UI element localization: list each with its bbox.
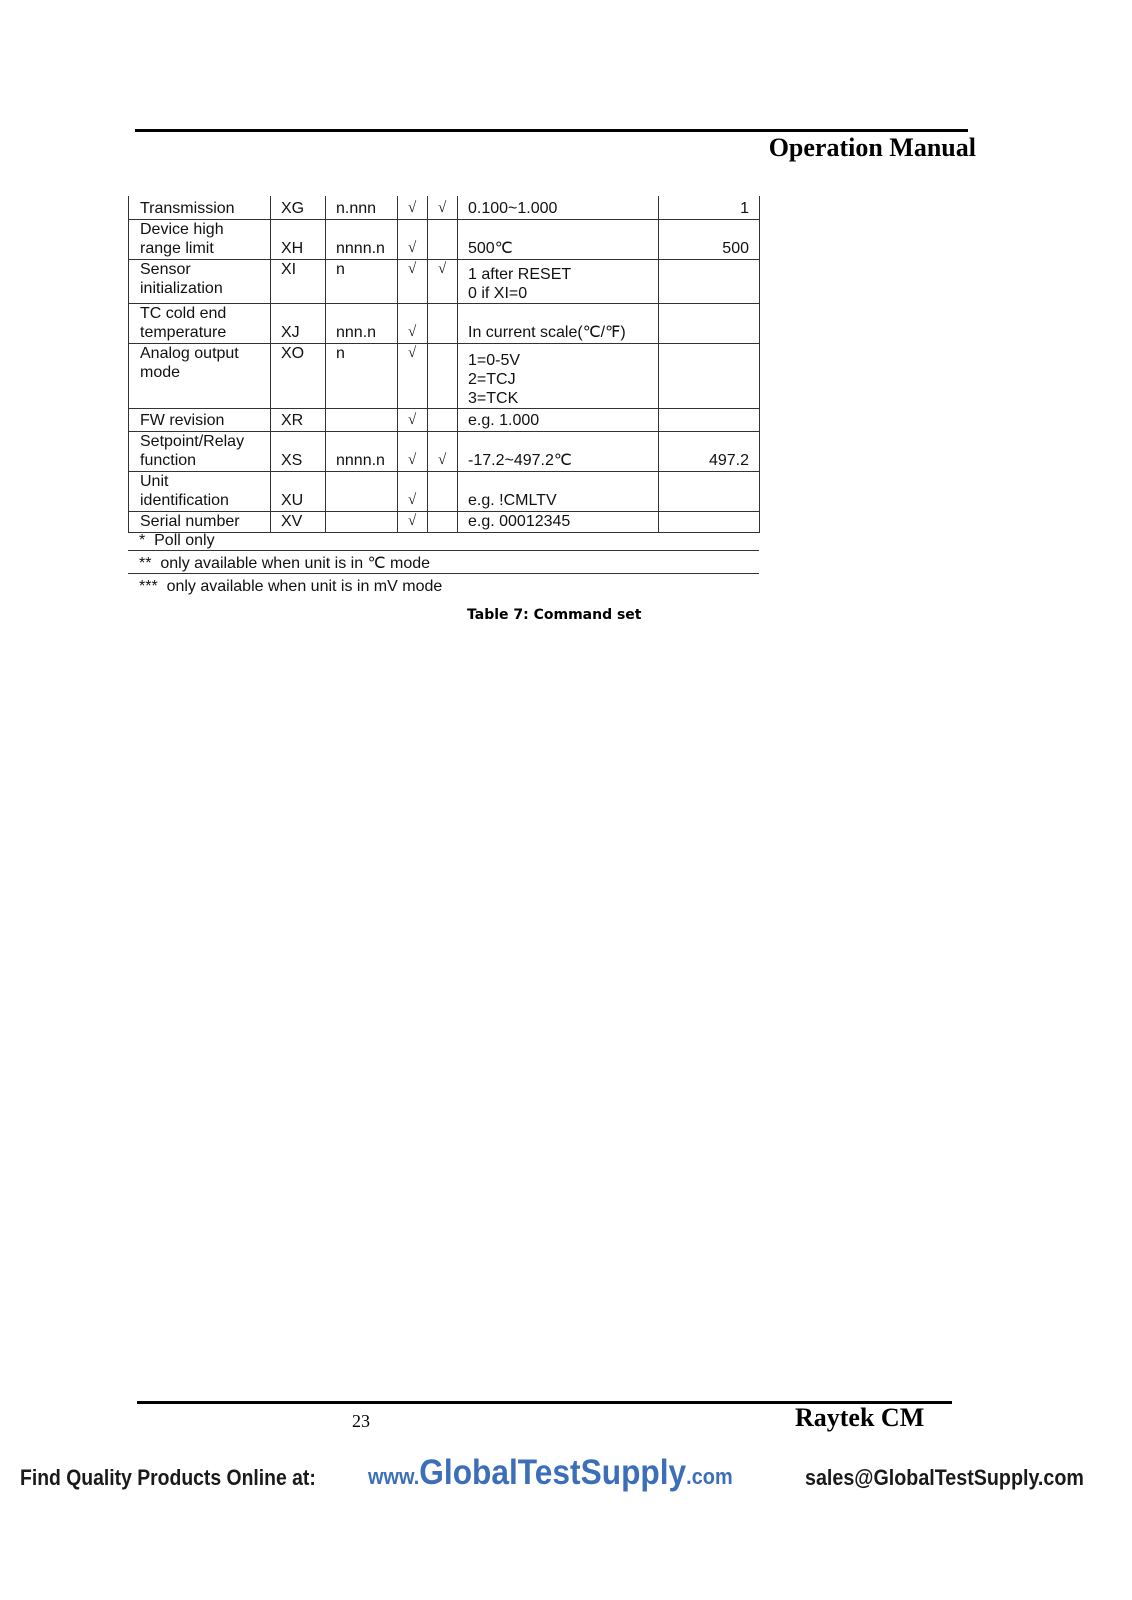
default-value-cell	[659, 343, 760, 408]
check-mark-cell: √	[398, 408, 428, 431]
format-cell: nnnn.n	[326, 219, 398, 259]
value-range-cell: In current scale(℃/℉)	[458, 303, 659, 343]
parameter-cell: Transmission	[129, 196, 271, 219]
parameter-cell: Setpoint/Relay function	[129, 431, 271, 471]
check-mark-cell: √	[398, 196, 428, 219]
check-mark-cell: √	[398, 343, 428, 408]
check-mark-cell: √	[428, 259, 458, 303]
format-cell: nnnn.n	[326, 431, 398, 471]
website-suffix: .com	[686, 1464, 733, 1489]
check-mark-cell	[428, 343, 458, 408]
table-row	[129, 431, 760, 471]
command-code-cell: XO	[271, 343, 326, 408]
check-mark-cell	[428, 219, 458, 259]
table-notes	[128, 528, 759, 597]
note-item: ** only available when unit is in ℃ mode	[128, 551, 759, 574]
format-cell: n	[326, 343, 398, 408]
value-range-cell: 500℃	[458, 219, 659, 259]
value-range-cell: 1 after RESET 0 if XI=0	[458, 259, 659, 303]
value-range-cell: 1=0-5V 2=TCJ 3=TCK	[458, 343, 659, 408]
format-cell: nnn.n	[326, 303, 398, 343]
note-item: *** only available when unit is in mV mode	[139, 578, 443, 595]
command-code-cell: XV	[271, 511, 326, 532]
default-value-cell: 497.2	[659, 431, 760, 471]
command-code-cell: XH	[271, 219, 326, 259]
parameter-cell: Serial number	[129, 511, 271, 532]
format-cell: n.nnn	[326, 196, 398, 219]
format-cell: n	[326, 259, 398, 303]
website-name: GlobalTestSupply	[419, 1453, 687, 1492]
default-value-cell	[659, 303, 760, 343]
parameter-cell: FW revision	[129, 408, 271, 431]
value-range-cell: e.g. 1.000	[458, 408, 659, 431]
website-link[interactable]	[368, 1453, 733, 1497]
website-prefix: www.	[368, 1464, 420, 1489]
table-row	[129, 343, 760, 408]
default-value-cell	[659, 471, 760, 511]
value-range-cell: -17.2~497.2℃	[458, 431, 659, 471]
check-mark-cell: √	[428, 431, 458, 471]
product-name: Raytek CM	[795, 1403, 925, 1432]
check-mark-cell: √	[428, 196, 458, 219]
command-code-cell: XR	[271, 408, 326, 431]
check-mark-cell	[428, 471, 458, 511]
table-row	[129, 303, 760, 343]
ad-lead-text: Find Quality Products Online at:	[20, 1465, 316, 1490]
default-value-cell	[659, 408, 760, 431]
default-value-cell: 500	[659, 219, 760, 259]
check-mark-cell: √	[398, 259, 428, 303]
note-item: * Poll only	[128, 528, 759, 551]
table-caption: Table 7: Command set	[467, 607, 642, 623]
check-mark-cell	[428, 303, 458, 343]
value-range-cell: e.g. 00012345	[458, 511, 659, 532]
parameter-cell: Unit identification	[129, 471, 271, 511]
command-code-cell: XU	[271, 471, 326, 511]
document-title: Operation Manual	[768, 133, 976, 162]
command-code-cell: XG	[271, 196, 326, 219]
parameter-cell: Sensor initialization	[129, 259, 271, 303]
sales-email-link[interactable]: sales@GlobalTestSupply.com	[805, 1465, 1084, 1490]
command-code-cell: XI	[271, 259, 326, 303]
page-number: 23	[352, 1411, 370, 1431]
value-range-cell: 0.100~1.000	[458, 196, 659, 219]
default-value-cell	[659, 259, 760, 303]
command-code-cell: XJ	[271, 303, 326, 343]
value-range-cell: e.g. !CMLTV	[458, 471, 659, 511]
check-mark-cell: √	[398, 471, 428, 511]
check-mark-cell: √	[398, 431, 428, 471]
command-table	[128, 196, 760, 533]
table-row	[129, 219, 760, 259]
table-row	[129, 259, 760, 303]
check-mark-cell: √	[398, 303, 428, 343]
check-mark-cell: √	[398, 511, 428, 532]
parameter-cell: Analog output mode	[129, 343, 271, 408]
check-mark-cell	[428, 408, 458, 431]
format-cell	[326, 471, 398, 511]
parameter-cell: TC cold end temperature	[129, 303, 271, 343]
table-row	[129, 408, 760, 431]
command-code-cell: XS	[271, 431, 326, 471]
table-row	[129, 471, 760, 511]
header-rule	[135, 129, 968, 132]
format-cell	[326, 408, 398, 431]
default-value-cell: 1	[659, 196, 760, 219]
table-row	[129, 196, 760, 219]
check-mark-cell: √	[398, 219, 428, 259]
parameter-cell: Device high range limit	[129, 219, 271, 259]
